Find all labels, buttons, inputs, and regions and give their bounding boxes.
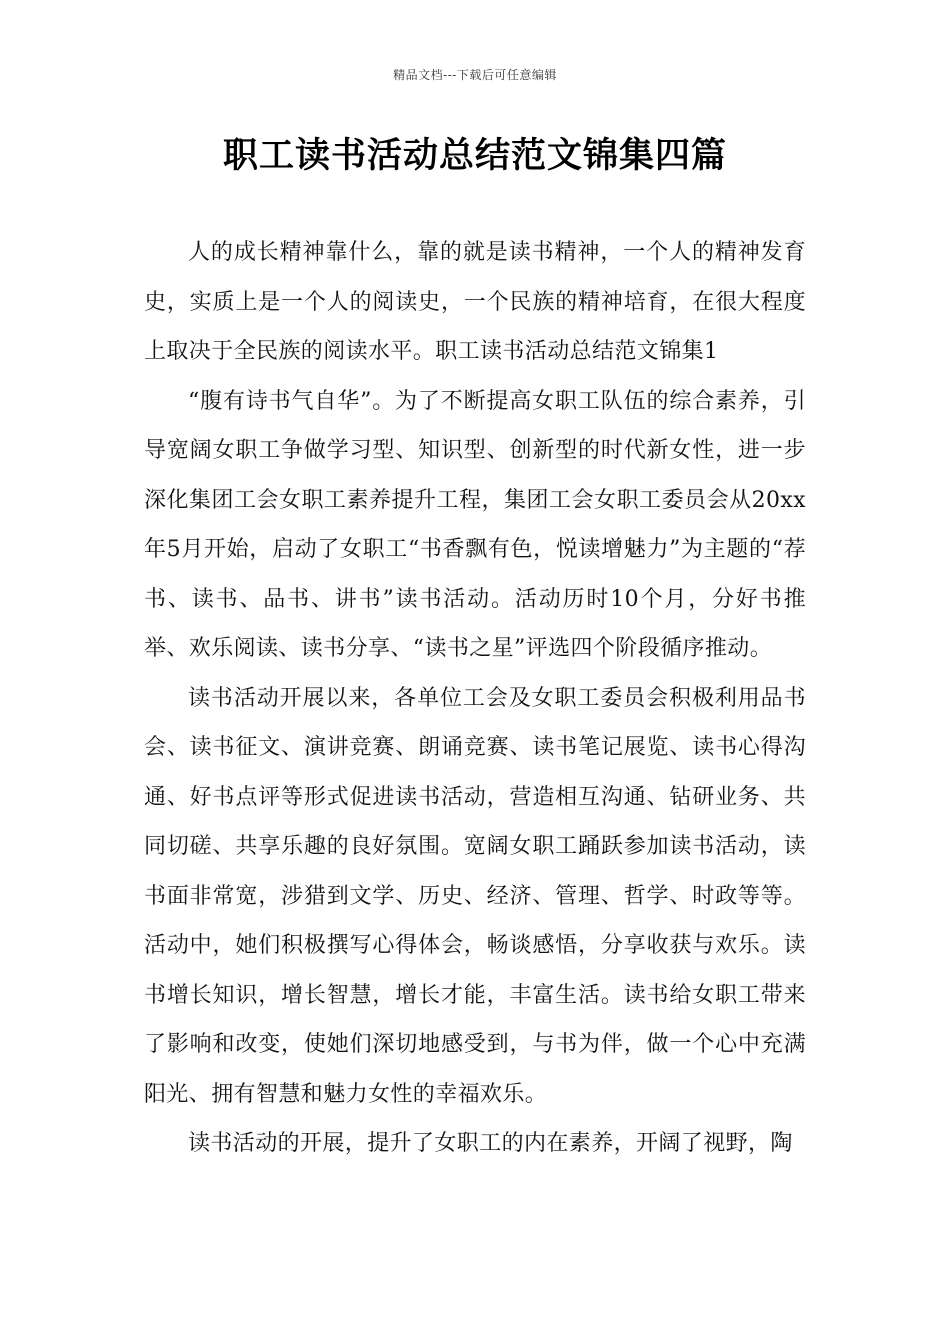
header-note: 精品文档---下载后可任意编辑 [393, 68, 557, 82]
paragraph-3: 读书活动开展以来，各单位工会及女职工委员会积极利用品书会、读书征文、演讲竞赛、朗诵竞赛、读书笔记展览、读书心得沟通、好书点评等形式促进读书活动，营造相互沟通、钻研业务、共同切磋、共享乐趣的良好氛围。宽阔女职工踊跃参加读书活动，读书面非常宽，涉猎到文学、历史、经济、管理、哲学、时政等等。活动中，她们积极撰写心得体会，畅谈感悟，分享收获与欢乐。读书增长知识，增长智慧，增长才能，丰富生活。读书给女职工带来了影响和改变，使她们深切地感受到，与书为伴，做一个心中充满阳光、拥有智慧和魅力女性的幸福欢乐。 [144, 685, 806, 1107]
paragraph-4: 读书活动的开展，提升了女职工的内在素养，开阔了视野，陶 [188, 1131, 793, 1156]
paragraph-2: “腹有诗书气自华”。为了不断提高女职工队伍的综合素养，引导宽阔女职工争做学习型、知识型、创新型的时代新女性，进一步深化集团工会女职工素养提升工程，集团工会女职工委员会从20xx年5月开始，启动了女职工“书香飘有色，悦读增魅力”为主题的“荐书、读书、品书、讲书”读书活动。活动历时10个月，分好书推举、欢乐阅读、读书分享、“读书之星”评选四个阶段循序推动。 [144, 388, 806, 661]
document-title: 职工读书活动总结范文锦集四篇 [222, 136, 727, 176]
paragraph-1: 人的成长精神靠什么，靠的就是读书精神，一个人的精神发育史，实质上是一个人的阅读史，一个民族的精神培育，在很大程度上取决于全民族的阅读水平。职工读书活动总结范文锦集1 [144, 240, 806, 364]
document-body [144, 228, 806, 1169]
